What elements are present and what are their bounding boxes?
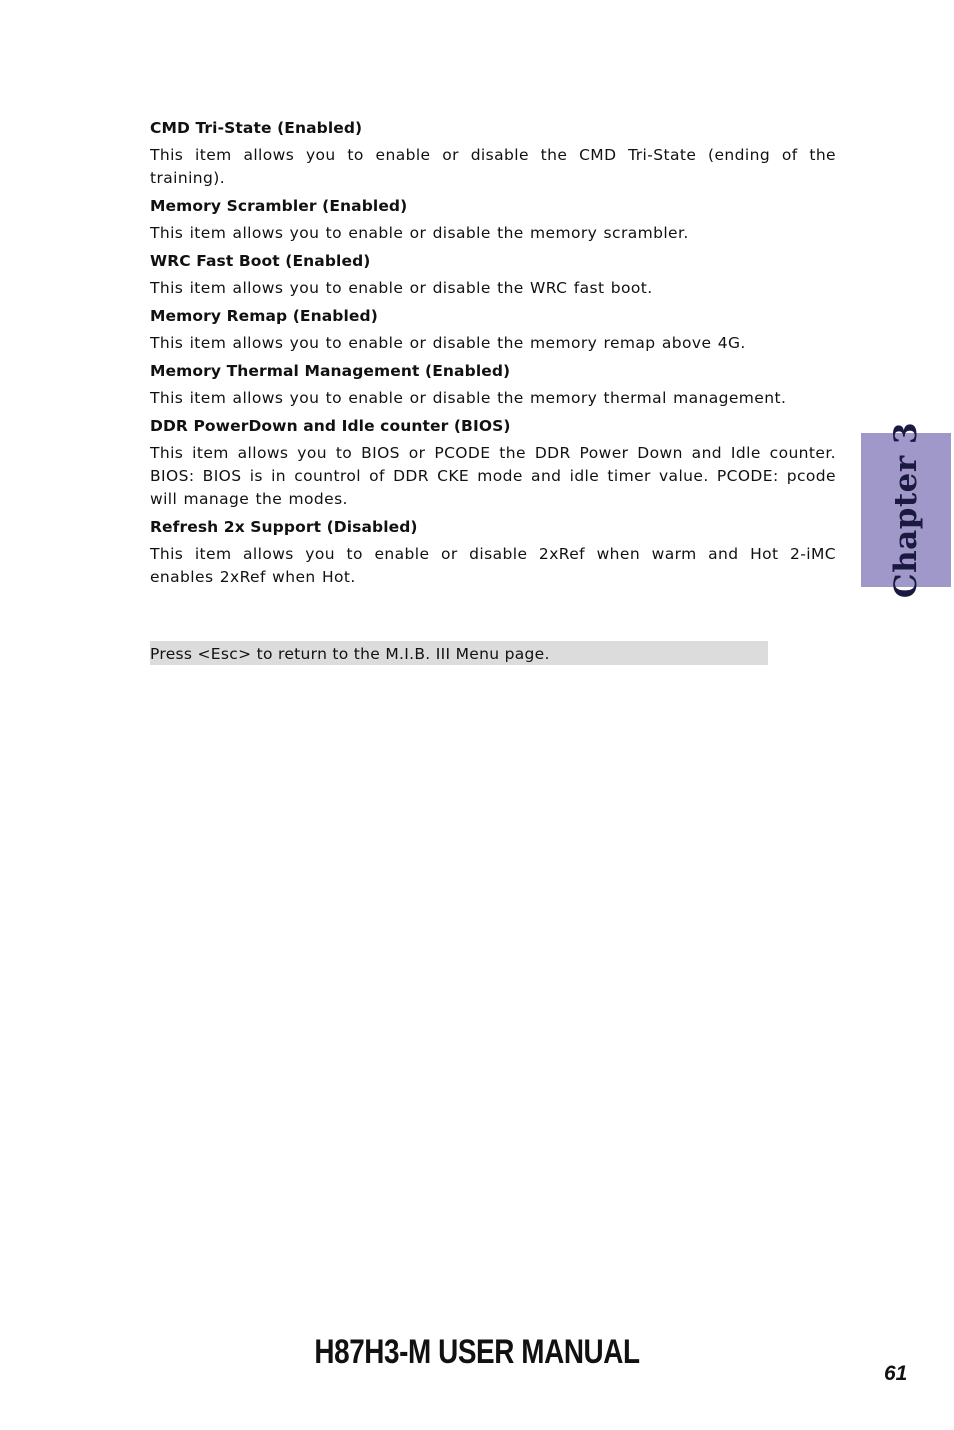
setting-description: This item allows you to enable or disable the WRC fast boot. xyxy=(150,279,653,297)
setting-title: Memory Remap (Enabled) xyxy=(150,307,378,325)
setting-title: WRC Fast Boot (Enabled) xyxy=(150,252,371,270)
setting-item-memory-thermal-management xyxy=(150,361,836,410)
setting-title: Memory Thermal Management (Enabled) xyxy=(150,362,511,380)
setting-description: This item allows you to enable or disable the memory scrambler. xyxy=(150,224,689,242)
setting-item-ddr-powerdown xyxy=(150,416,836,511)
manual-title: H87H3-M USER MANUAL xyxy=(314,1333,640,1371)
setting-description: This item allows you to enable or disable the memory thermal management. xyxy=(150,389,787,407)
chapter-tab-label: Chapter 3 xyxy=(888,421,924,599)
setting-item-memory-remap xyxy=(150,306,836,355)
setting-item-refresh-2x-support xyxy=(150,517,836,589)
page-number: 61 xyxy=(884,1362,908,1385)
chapter-tab xyxy=(861,421,951,599)
setting-description: This item allows you to enable or disable 2xRef when warm and Hot 2-iMC enables 2xRef when Hot. xyxy=(150,545,836,586)
setting-title: Refresh 2x Support (Disabled) xyxy=(150,518,418,536)
setting-description: This item allows you to BIOS or PCODE the DDR Power Down and Idle counter. BIOS: BIOS is in countrol of DDR CKE mode and idle timer value. PCODE: pcode will manage the modes. xyxy=(150,444,836,508)
setting-title: DDR PowerDown and Idle counter (BIOS) xyxy=(150,417,511,435)
setting-item-wrc-fast-boot xyxy=(150,251,836,300)
setting-item-cmd-tri-state xyxy=(150,118,836,190)
setting-item-memory-scrambler xyxy=(150,196,836,245)
setting-title: CMD Tri-State (Enabled) xyxy=(150,119,363,137)
settings-description-list xyxy=(150,118,836,595)
setting-description: This item allows you to enable or disable the memory remap above 4G. xyxy=(150,334,746,352)
esc-return-note: Press <Esc> to return to the M.I.B. III Menu page. xyxy=(150,641,768,665)
setting-description: This item allows you to enable or disable the CMD Tri-State (ending of the training). xyxy=(150,146,836,187)
setting-title: Memory Scrambler (Enabled) xyxy=(150,197,408,215)
